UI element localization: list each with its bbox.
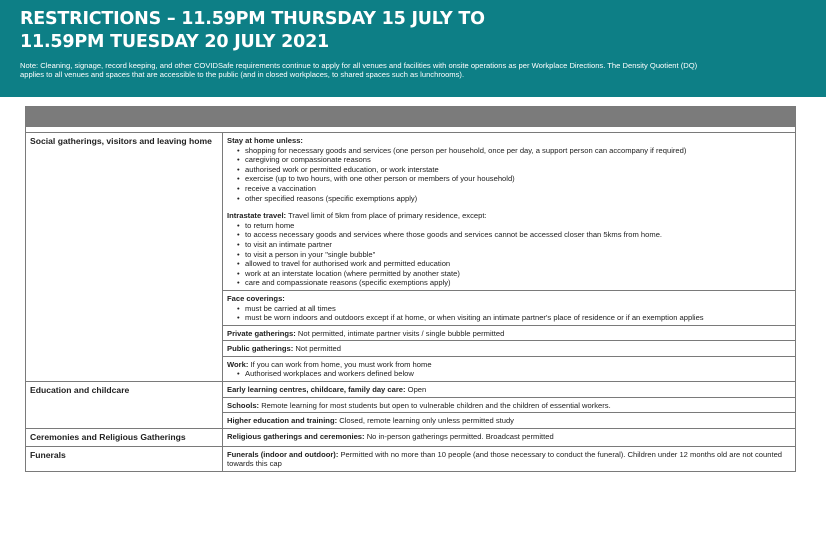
list-item: • must be carried at all times	[245, 304, 791, 314]
category-funerals: Funerals	[26, 447, 223, 471]
list-item: • exercise (up to two hours, with one other person or members of your household)	[245, 174, 791, 184]
cell-public-gatherings	[223, 340, 795, 356]
note-text: Note: Cleaning, signage, record keeping, and other COVIDSafe requirements continue to apply for all venues and facilities with onsite operations as per Workplace Directions. The Density Quotient (DQ) applies to all venues and spaces that are accessible to the public (and in closed workplaces, to shared spaces such as lunchrooms).	[20, 61, 698, 80]
private-text: Not permitted, intimate partner visits / single bubble permitted	[295, 328, 505, 338]
cell-private-gatherings	[223, 325, 795, 341]
list-item: • shopping for necessary goods and services (one person per household, once per day, a support person can accompany if required)	[245, 146, 791, 156]
work-list	[245, 369, 791, 379]
table-row-ceremonies	[26, 428, 795, 446]
cell-religious-gatherings	[223, 429, 795, 444]
table-row-education	[26, 381, 795, 428]
list-item: • Authorised workplaces and workers defined below	[245, 369, 791, 379]
public-heading: Public gatherings:	[227, 344, 294, 354]
cell-early-learning	[223, 382, 795, 397]
cell-funerals	[223, 447, 795, 471]
title-line-1: RESTRICTIONS – 11.59PM THURSDAY 15 JULY TO	[20, 9, 485, 29]
list-item: • other specified reasons (specific exemptions apply)	[245, 194, 791, 204]
table-header-bar	[26, 107, 795, 126]
funerals-heading: Funerals (indoor and outdoor):	[227, 449, 339, 459]
intrastate-text: Travel limit of 5km from place of primary residence, except:	[286, 211, 487, 221]
intrastate-list	[245, 221, 791, 288]
cell-schools	[223, 397, 795, 413]
title-banner	[0, 0, 826, 97]
title-line-2: 11.59PM TUESDAY 20 JULY 2021	[20, 32, 330, 52]
list-item: • to return home	[245, 221, 791, 231]
intrastate-heading: Intrastate travel:	[227, 211, 287, 221]
face-heading: Face coverings:	[227, 293, 285, 303]
funerals-text: Permitted with no more than 10 people (and those necessary to conduct the funeral). Children under 12 months old are not counted towards this cap	[227, 449, 783, 469]
list-item: • allowed to travel for authorised work and permitted education	[245, 259, 791, 269]
list-item: • to visit a person in your "single bubble"	[245, 250, 791, 260]
list-item: • must be worn indoors and outdoors except if at home, or when visiting an intimate partner's place of residence or if an exemption applies	[245, 313, 791, 323]
early-heading: Early learning centres, childcare, family day care:	[227, 385, 406, 395]
intrastate-line	[227, 211, 791, 221]
schools-text: Remote learning for most students but open to vulnerable children and the children of essential workers.	[259, 400, 611, 410]
higher-heading: Higher education and training:	[227, 416, 338, 426]
list-item: • work at an interstate location (where permitted by another state)	[245, 269, 791, 279]
list-item: • care and compassionate reasons (specific exemptions apply)	[245, 278, 791, 288]
work-text: If you can work from home, you must work from home	[248, 359, 432, 369]
ceremonies-heading: Religious gatherings and ceremonies:	[227, 431, 365, 441]
list-item: • receive a vaccination	[245, 184, 791, 194]
category-ceremonies: Ceremonies and Religious Gatherings	[26, 429, 223, 446]
schools-heading: Schools:	[227, 400, 260, 410]
private-heading: Private gatherings:	[227, 328, 296, 338]
cell-higher-education	[223, 412, 795, 428]
page-title	[20, 8, 814, 54]
higher-text: Closed, remote learning only unless permitted study	[337, 416, 514, 426]
face-list	[245, 304, 791, 323]
list-item: • authorised work or permitted education, or work interstate	[245, 165, 791, 175]
restrictions-table	[25, 106, 796, 472]
cell-stay-home	[223, 133, 795, 290]
stay-home-heading: Stay at home unless:	[227, 136, 303, 145]
ceremonies-text: No in-person gatherings permitted. Broadcast permitted	[364, 431, 554, 441]
public-text: Not permitted	[293, 344, 341, 354]
cell-work	[223, 356, 795, 381]
table-row-social	[26, 132, 795, 381]
stay-home-list	[245, 146, 791, 204]
early-text: Open	[405, 385, 427, 395]
category-education: Education and childcare	[26, 382, 223, 428]
list-item: • caregiving or compassionate reasons	[245, 155, 791, 165]
table-row-funerals	[26, 446, 795, 471]
category-social: Social gatherings, visitors and leaving home	[26, 133, 223, 381]
cell-face-coverings	[223, 290, 795, 325]
list-item: • to visit an intimate partner	[245, 240, 791, 250]
work-heading: Work:	[227, 359, 249, 369]
list-item: • to access necessary goods and services where those goods and services cannot be accessed closer than 5kms from home.	[245, 230, 791, 240]
